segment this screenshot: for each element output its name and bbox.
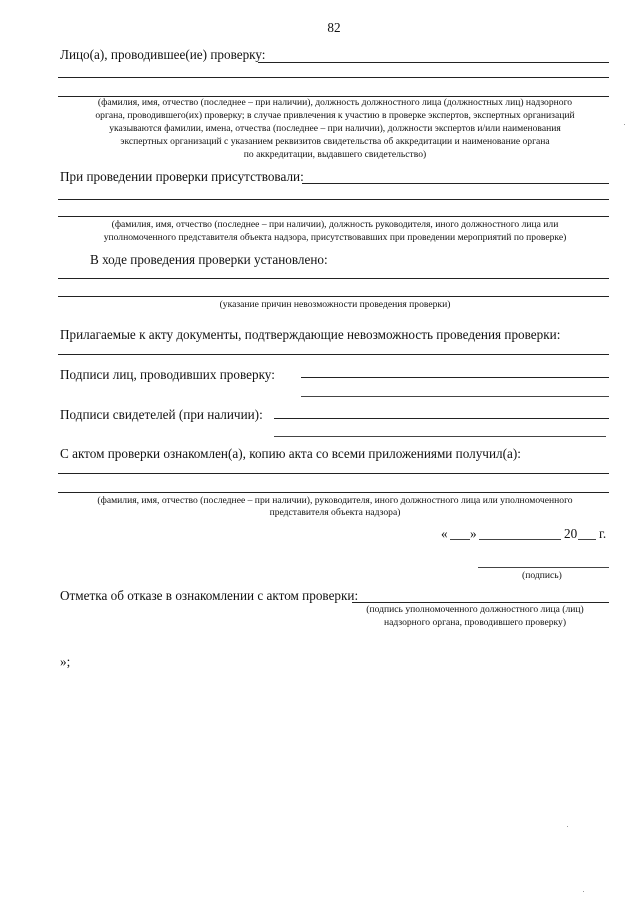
inspectors-caption-line-2: органа, проводившего(их) проверку; в случае привлечения к участию в проверке экспертов, экспертных организаций	[95, 110, 575, 121]
attendees-caption-line-1: (фамилия, имя, отчество (последнее – при наличии), должность руководителя, иного должностного лица или	[111, 219, 559, 230]
findings-label: В ходе проведения проверки установлено:	[90, 252, 328, 267]
acquainted-caption-line-2: представителя объекта надзора)	[269, 507, 401, 518]
date-year-field[interactable]	[578, 539, 596, 540]
refusal-caption-line-2: надзорного органа, проводившего проверку)	[383, 617, 567, 628]
refusal-caption-line-1: (подпись уполномоченного должностного лица (лиц)	[366, 604, 584, 615]
findings-caption: (указание причин невозможности проведения проверки)	[219, 299, 451, 310]
witnesses-signature-line-2[interactable]	[274, 436, 606, 437]
inspectors-caption-line-4: экспертных организаций с указанием реквизитов свидетельства об аккредитации и наименование органа	[120, 136, 550, 147]
page-number: 82	[327, 20, 341, 35]
attendees-fill-line-2[interactable]	[58, 199, 609, 200]
refusal-label: Отметка об отказе в ознакомлении с актом проверки:	[60, 588, 359, 603]
acquainted-label: С актом проверки ознакомлен(а), копию акта со всеми приложениями получил(а):	[60, 446, 521, 461]
date-year-suffix: г.	[599, 526, 607, 541]
attached-docs-fill-line[interactable]	[58, 354, 609, 355]
scan-speck	[567, 826, 568, 827]
inspectors-fill-line-1[interactable]	[258, 62, 609, 63]
refusal-fill-line[interactable]	[352, 602, 609, 603]
attached-docs-label: Прилагаемые к акту документы, подтверждающие невозможность проведения проверки:	[60, 327, 561, 342]
inspectors-caption-line-3: указываются фамилии, имена, отчества (последнее – при наличии), должности экспертов и/или наименования	[109, 123, 561, 134]
acquainted-fill-line-2[interactable]	[58, 492, 609, 493]
acquainted-signature-caption: (подпись)	[522, 570, 562, 581]
findings-fill-line-1[interactable]	[58, 278, 609, 279]
attendees-fill-line-1[interactable]	[302, 183, 609, 184]
scan-speck	[624, 124, 625, 125]
date-day-field[interactable]	[450, 539, 470, 540]
acquainted-signature-line[interactable]	[478, 567, 609, 568]
witnesses-signatures-label: Подписи свидетелей (при наличии):	[60, 407, 263, 422]
closing-mark: »;	[60, 654, 71, 669]
attendees-fill-line-3[interactable]	[58, 216, 609, 217]
date-open-quote: «	[441, 526, 448, 541]
witnesses-signature-line-1[interactable]	[274, 418, 609, 419]
attendees-caption-line-2: уполномоченного представителя объекта надзора, присутствовавших при проведении мероприятий по проверке)	[103, 232, 567, 243]
inspectors-signature-line-2[interactable]	[301, 396, 609, 397]
scan-speck	[583, 891, 584, 892]
inspectors-caption-line-5: по аккредитации, выдавшего свидетельство)	[243, 149, 427, 160]
acquainted-fill-line-1[interactable]	[58, 473, 609, 474]
inspectors-label: Лицо(а), проводившее(ие) проверку:	[60, 47, 266, 62]
inspectors-caption-line-1: (фамилия, имя, отчество (последнее – при наличии), должность должностного лица (должностных лиц) надзорного	[97, 97, 573, 108]
inspectors-signature-line-1[interactable]	[301, 377, 609, 378]
date-year-prefix: 20	[564, 526, 578, 541]
attendees-label: При проведении проверки присутствовали:	[60, 169, 304, 184]
inspectors-signatures-label: Подписи лиц, проводивших проверку:	[60, 367, 275, 382]
acquainted-caption-line-1: (фамилия, имя, отчество (последнее – при наличии), руководителя, иного должностного лица или уполномоченного	[97, 495, 573, 506]
date-month-field[interactable]	[479, 539, 561, 540]
inspectors-fill-line-2[interactable]	[58, 77, 609, 78]
date-close-quote: »	[470, 526, 477, 541]
findings-fill-line-2[interactable]	[58, 296, 609, 297]
